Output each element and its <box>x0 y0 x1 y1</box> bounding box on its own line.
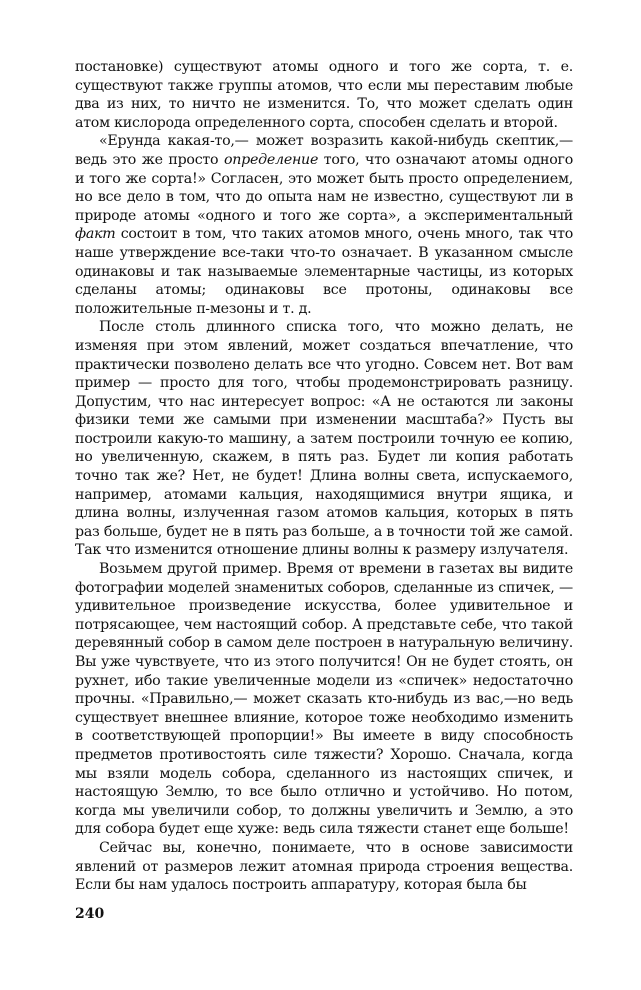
paragraph-5-text: Сейчас вы, конечно, понимаете, что в основе зависимости явлений от размеров лежит атомная природа строения вещества. Если бы нам удалось построить аппаратуру, которая была бы <box>75 839 573 894</box>
paragraph-5 <box>75 839 573 895</box>
paragraph-1 <box>75 58 573 132</box>
paragraph-3-text: После столь длинного списка того, что можно делать, не изменяя при этом явлений, может создаться впечатление, что практически позволено делать все что угодно. Совсем нет. Вот вам пример — просто для того, чтобы продемонстрировать разницу. Допустим, что нас интересует вопрос: «А не остаются ли законы физики теми же самыми при изменении масштаба?» Пусть вы построили какую-то машину, а затем построили точную ее копию, но увеличенную, скажем, в пять раз. Будет ли копия работать точно так же? Нет, не будет! Длина волны света, испускаемого, например, атомами кальция, находящимися внутри ящика, и длина волны, излученная газом атомов кальция, которых в пять раз больше, будет не в пять раз больше, а в точности той же самой. Так что изменится отношение длины волны к размеру излучателя. <box>75 319 573 559</box>
paragraph-2 <box>75 132 573 318</box>
paragraph-2-text-a: «Ерунда какая-то,— может возразить какой-нибудь скептик,— ведь это же просто <box>75 133 573 168</box>
paragraph-2-emphasis-definition: определение <box>223 151 319 168</box>
paragraph-2-text-b: того, что означают атомы одного и того же сорта!» Согласен, это может быть просто определением, но все дело в том, что до опыта нам не известно, существуют ли в природе атомы «одного и того же сорта», а экспериментальный <box>75 151 573 224</box>
page-body <box>75 58 573 895</box>
paragraph-1-text: постановке) существуют атомы одного и того же сорта, т. е. существуют также группы атомов, что если мы переставим любые два из них, то ничто не изменится. То, что может сделать один атом кислорода определенного сорта, способен сделать и второй. <box>75 59 573 131</box>
paragraph-3 <box>75 318 573 560</box>
paragraph-4-text: Возьмем другой пример. Время от времени в газетах вы видите фотографии моделей знаменитых соборов, сделанные из спичек, — удивительное произведение искусства, более удивительное и потрясающее, чем настоящий собор. А представьте себе, что такой деревянный собор в самом деле построен в натуральную величину. Вы уже чувствуете, что из этого получится! Он не будет стоять, он рухнет, ибо такие увеличенные модели из «спичек» недостаточно прочны. «Правильно,— может сказать кто-нибудь из вас,—но ведь существует внешнее влияние, которое тоже необходимо изменить в соответствующей пропорции!» Вы имеете в виду способность предметов противостоять силе тяжести? Хорошо. Сначала, когда мы взяли модель собора, сделанного из настоящих спичек, и настоящую Землю, то все было отлично и устойчиво. Но потом, когда мы увеличили собор, то должны увеличить и Землю, а это для собора будет еще хуже: ведь сила тяжести станет еще больше! <box>75 561 573 838</box>
paragraph-2-emphasis-fact: факт <box>75 226 116 243</box>
paragraph-2-text-c: состоит в том, что таких атомов много, очень много, так что наше утверждение все-таки что-то означает. В указанном смысле одинаковы и так называемые элементарные частицы, из которых сделаны атомы; одинаковы все протоны, одинаковы все положительные π-мезоны и т. д. <box>75 226 573 317</box>
page-number: 240 <box>75 906 105 922</box>
paragraph-4 <box>75 560 573 839</box>
